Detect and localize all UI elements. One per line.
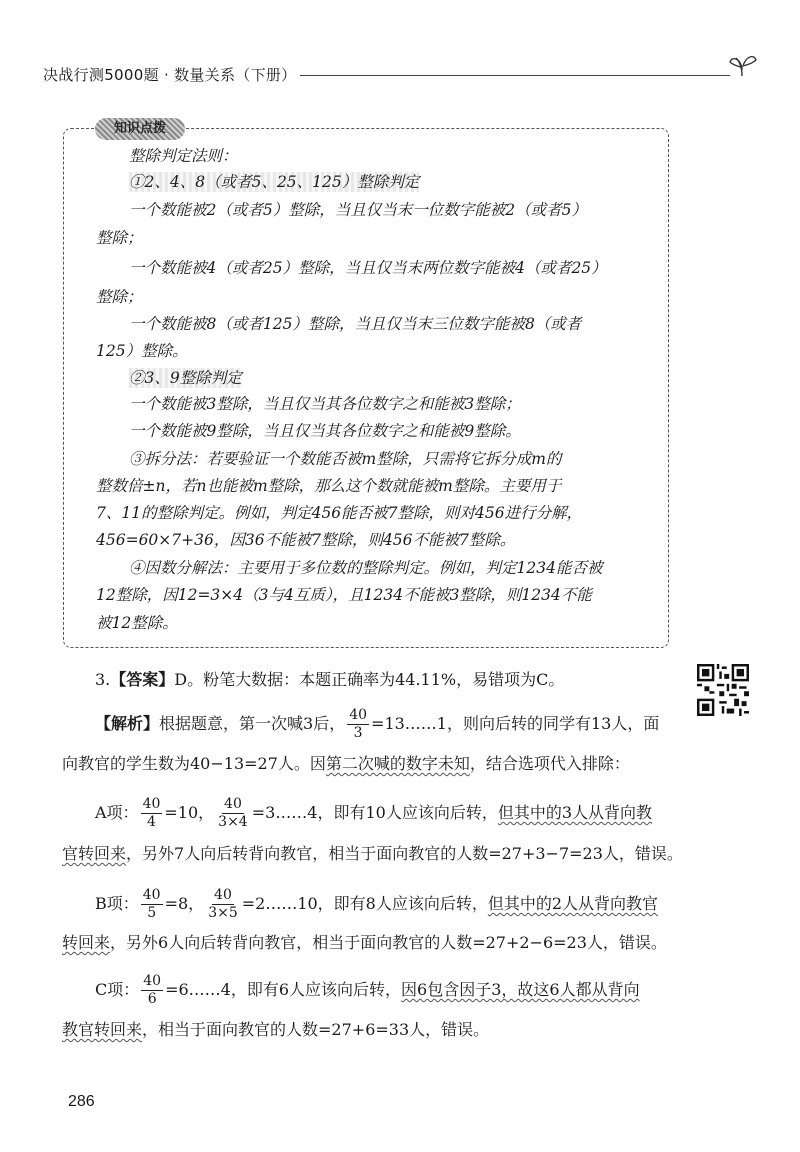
tip-line: ③拆分法：若要验证一个数能否被m整除，只需将它拆分成m的 <box>129 450 562 468</box>
answer-text: D。粉笔大数据：本题正确率为44.11%，易错项为C。 <box>174 670 565 689</box>
emphasis: 转回来 <box>62 933 111 952</box>
qr-code-icon <box>697 664 749 716</box>
tip-line: 125）整除。 <box>96 342 188 360</box>
emphasis: 因6包含因子3，故这6人都从背向 <box>401 980 640 999</box>
tip-line: 一个数能被9整除，当且仅当其各位数字之和能被9整除。 <box>129 422 521 440</box>
tip-line: 整数倍±n，若n也能被m整除，那么这个数就能被m整除。主要用于 <box>96 477 562 495</box>
emphasis: 但其中的3人从背向教 <box>497 803 653 822</box>
option-a-line-2: 官转回来，另外7人向后转背向教官，相当于面向教官的人数=27+3−7=23人，错误。 <box>62 844 683 863</box>
option-c-line-1: C项： $\frac{40}{6}$ =6……4，即有6人应该向后转，因6包含因子3，故这6人都从背向 <box>95 973 640 1007</box>
tip-line: 整除； <box>96 229 143 247</box>
running-header-title: 决战行测5000题 · 数量关系（下册） <box>43 66 297 84</box>
answer-label: 【答案】 <box>110 670 175 689</box>
tip-line: 一个数能被3整除，当且仅当其各位数字之和能被3整除； <box>129 395 521 413</box>
question-number: 3. <box>95 670 111 689</box>
analysis-label: 【解析】 <box>95 714 160 733</box>
emphasis: 但其中的2人从背向教官 <box>487 894 659 913</box>
option-c-line-2: 教官转回来，相当于面向教官的人数=27+6=33人，错误。 <box>62 1020 490 1039</box>
tip-line: 一个数能被2（或者5）整除，当且仅当末一位数字能被2（或者5） <box>129 201 587 219</box>
tip-subheading: ②3、9整除判定 <box>129 369 242 387</box>
tip-line: 被12整除。 <box>96 614 178 632</box>
tip-line: 12整除，因12=3×4（3与4互质），且1234不能被3整除，则1234不能 <box>96 586 592 604</box>
fraction: $\frac{40}{4}$ <box>142 796 161 830</box>
emphasis: 第二次喊的数字未知 <box>325 754 470 773</box>
tip-line: 一个数能被4（或者25）整除，当且仅当末两位数字能被4（或者25） <box>129 259 607 277</box>
fraction: $\frac{40}{3\times 4}$ <box>218 796 248 830</box>
fraction: $\frac{40}{3\times 5}$ <box>208 887 238 921</box>
option-b-line-1: B项： $\frac{40}{5}$ =8， $\frac{40}{3\times 5}$ =2……10，即有8人应该向后转，但其中的2人从背向教官 <box>95 887 659 921</box>
tip-subheading: ①2、4、8（或者5、25、125）整除判定 <box>129 173 420 191</box>
tip-line: 一个数能被8（或者125）整除，当且仅当末三位数字能被8（或者 <box>129 315 582 333</box>
tip-line: 整除判定法则： <box>129 147 238 165</box>
emphasis: 官转回来 <box>62 844 127 863</box>
tip-tag: 知识点拨 <box>95 118 185 140</box>
tip-line: 456=60×7+36，因36不能被7整除，则456不能被7整除。 <box>96 531 516 549</box>
option-b-line-2: 转回来，另外6人向后转背向教官，相当于面向教官的人数=27+2−6=23人，错误。 <box>62 933 667 952</box>
tip-line: ④因数分解法：主要用于多位数的整除判定。例如，判定1234能否被 <box>129 559 603 577</box>
fraction: $\frac{40}{3}$ <box>349 707 368 741</box>
sprout-icon <box>728 50 758 80</box>
tip-line: 7、11的整除判定。例如，判定456能否被7整除，则对456进行分解， <box>96 504 583 522</box>
header-rule <box>300 75 730 76</box>
fraction: $\frac{40}{6}$ <box>143 973 162 1007</box>
analysis-line-1: 【解析】根据题意，第一次喊3后， $\frac{40}{3}$ =13……1，则向后转的同学有13人，面 <box>95 707 660 741</box>
option-a-line-1: A项： $\frac{40}{4}$ =10， $\frac{40}{3\times 4}$ =3……4，即有10人应该向后转，但其中的3人从背向教 <box>95 796 653 830</box>
answer-line <box>95 669 564 691</box>
page-number: 286 <box>68 1093 95 1110</box>
analysis-line-2: 向教官的学生数为40−13=27人。因第二次喊的数字未知，结合选项代入排除： <box>62 754 630 773</box>
emphasis: 教官转回来 <box>62 1020 143 1039</box>
fraction: $\frac{40}{5}$ <box>142 887 161 921</box>
tip-line: 整除； <box>96 288 143 306</box>
